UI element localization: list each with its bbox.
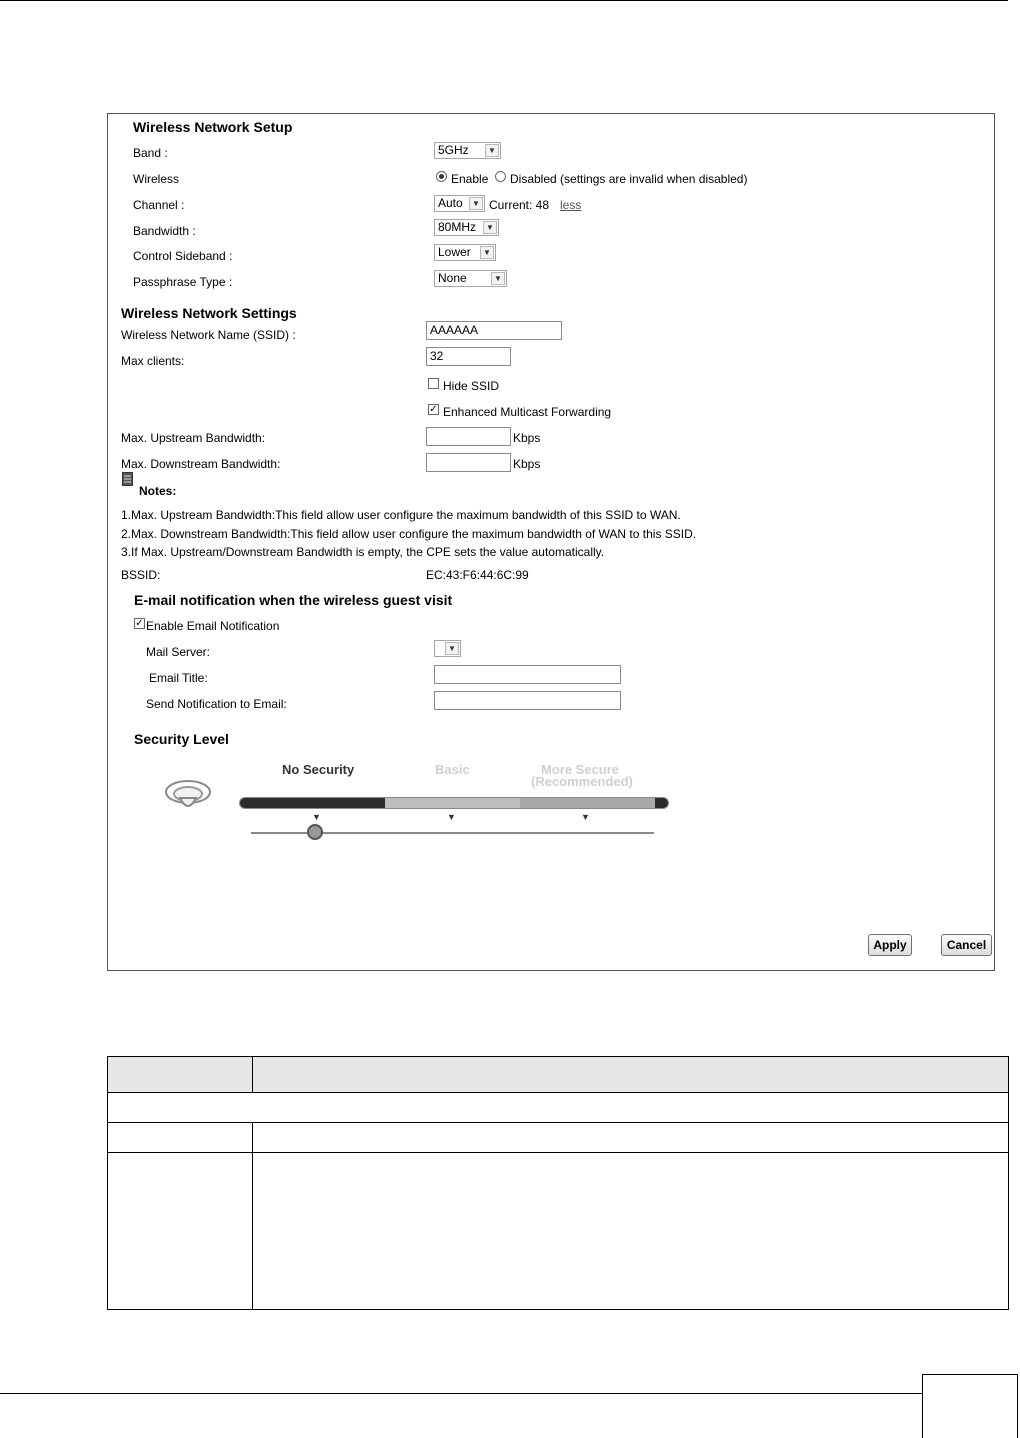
security-bar-segment-light [520, 798, 655, 808]
apply-button[interactable]: Apply [868, 934, 912, 956]
table-cell [253, 1123, 1009, 1153]
security-level-more-secure[interactable]: More Secure [541, 762, 620, 777]
table-header-cell [253, 1057, 1009, 1093]
security-heading: Security Level [134, 731, 229, 747]
tick-marker-icon: ▼ [581, 812, 590, 822]
email-title-label: Email Title: [149, 671, 208, 685]
page-number-box [922, 1374, 1018, 1438]
wireless-disable-radio[interactable] [495, 171, 506, 182]
table-cell [253, 1153, 1009, 1310]
page-top-rule [0, 0, 1008, 1]
email-heading: E-mail notification when the wireless guest visit [134, 592, 453, 608]
table-header-row [108, 1057, 1009, 1093]
wireless-settings-screenshot [107, 113, 995, 971]
security-bar-segment-active [240, 798, 385, 808]
downstream-input[interactable] [426, 453, 511, 472]
security-level-basic[interactable]: Basic [435, 762, 470, 777]
email-title-input[interactable] [434, 665, 621, 684]
bssid-label: BSSID: [121, 568, 161, 582]
channel-label: Channel : [133, 198, 185, 212]
bandwidth-select[interactable] [434, 219, 499, 236]
ssid-label: Wireless Network Name (SSID) : [121, 328, 296, 342]
table-cell [108, 1123, 253, 1153]
bandwidth-label: Bandwidth : [133, 224, 196, 238]
hide-ssid-label: Hide SSID [443, 379, 500, 393]
tick-marker-icon: ▼ [312, 812, 321, 822]
hide-ssid-checkbox[interactable] [428, 378, 439, 389]
upstream-input[interactable] [426, 427, 511, 446]
passphrase-label: Passphrase Type : [133, 275, 233, 289]
bandwidth-select-value: 80MHz [438, 220, 477, 234]
table-row [108, 1153, 1009, 1310]
table-cell [108, 1153, 253, 1310]
band-label: Band : [133, 146, 168, 160]
upstream-label: Max. Upstream Bandwidth: [121, 431, 266, 445]
notes-title: Notes: [139, 484, 177, 498]
security-bar-end [655, 798, 669, 808]
chevron-down-icon: ▼ [483, 221, 497, 234]
channel-select-value: Auto [438, 196, 463, 210]
setup-heading: Wireless Network Setup [133, 119, 293, 135]
max-clients-label: Max clients: [121, 354, 185, 368]
sideband-label: Control Sideband : [133, 249, 233, 263]
less-link[interactable]: less [560, 198, 582, 212]
send-to-input[interactable] [434, 691, 621, 710]
tick-marker-icon: ▼ [447, 812, 456, 822]
settings-heading: Wireless Network Settings [121, 305, 297, 321]
note-icon [122, 472, 133, 486]
field-description-table [107, 1056, 1009, 1310]
table-cell [108, 1093, 1009, 1123]
wireless-label: Wireless [133, 172, 180, 186]
sideband-select-value: Lower [438, 245, 471, 259]
table-header-cell [108, 1057, 253, 1093]
channel-select[interactable] [434, 195, 485, 212]
wireless-enable-label: Enable [451, 172, 489, 186]
max-clients-input[interactable]: 32 [426, 347, 511, 366]
wireless-enable-radio[interactable] [436, 171, 447, 182]
sideband-select[interactable] [434, 244, 496, 261]
send-to-label: Send Notification to Email: [146, 697, 287, 711]
current-channel: Current: 48 [489, 198, 550, 212]
security-level-recommended: (Recommended) [531, 774, 633, 789]
chevron-down-icon: ▼ [491, 272, 505, 285]
security-slider-handle[interactable] [307, 824, 323, 840]
passphrase-select[interactable] [434, 270, 507, 287]
email-enable-checkbox[interactable]: ✓ [135, 618, 144, 629]
note-3: 3.If Max. Upstream/Downstream Bandwidth is empty, the CPE sets the value automatically. [121, 545, 605, 559]
band-select-value: 5GHz [438, 143, 469, 157]
table-row [108, 1093, 1009, 1123]
chevron-down-icon: ▼ [485, 144, 499, 157]
mail-server-label: Mail Server: [146, 645, 211, 659]
passphrase-select-value: None [438, 271, 467, 285]
page-footer-rule [0, 1393, 922, 1394]
note-1: 1.Max. Upstream Bandwidth:This field allow user configure the maximum bandwidth of this SSID to WAN. [121, 508, 681, 522]
wireless-router-icon [164, 778, 212, 814]
mail-server-select[interactable] [434, 640, 461, 657]
note-2: 2.Max. Downstream Bandwidth:This field allow user configure the maximum bandwidth of WAN to this SSID. [121, 527, 697, 541]
bssid-value: EC:43:F6:44:6C:99 [426, 568, 529, 582]
ssid-input[interactable]: AAAAAA [426, 321, 562, 340]
upstream-unit: Kbps [513, 431, 541, 445]
email-enable-label: Enable Email Notification [146, 619, 280, 633]
table-row [108, 1123, 1009, 1153]
cancel-button[interactable]: Cancel [941, 934, 992, 956]
wireless-disable-label: Disabled (settings are invalid when disabled) [510, 172, 748, 186]
chevron-down-icon: ▼ [469, 197, 483, 210]
chevron-down-icon: ▼ [480, 246, 494, 259]
band-select[interactable] [434, 142, 501, 159]
downstream-unit: Kbps [513, 457, 541, 471]
security-level-bar [239, 797, 669, 809]
multicast-checkbox[interactable]: ✓ [429, 404, 438, 415]
downstream-label: Max. Downstream Bandwidth: [121, 457, 281, 471]
security-level-no-security[interactable]: No Security [282, 762, 355, 777]
multicast-label: Enhanced Multicast Forwarding [443, 405, 612, 419]
chevron-down-icon: ▼ [445, 642, 459, 655]
